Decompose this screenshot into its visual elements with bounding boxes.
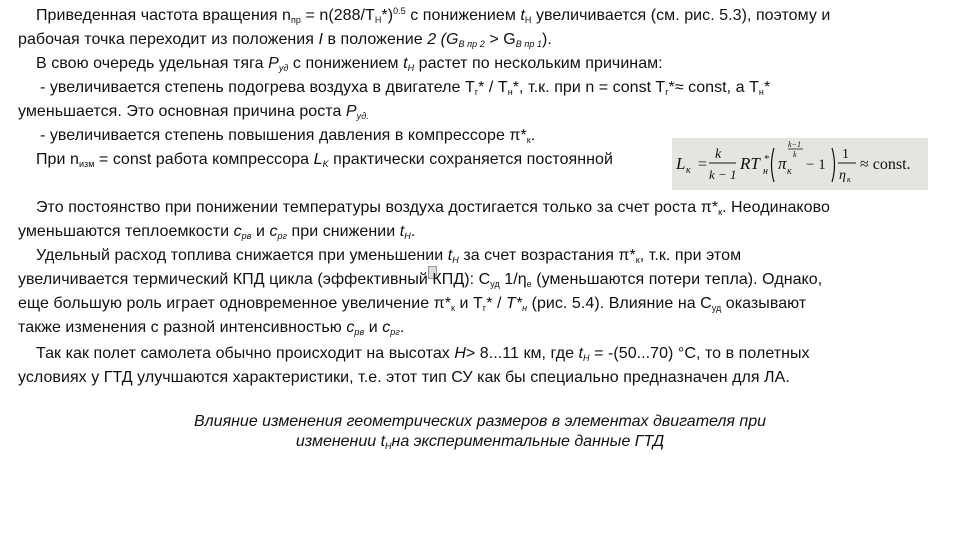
subscript: B пр 2 — [458, 39, 485, 49]
text: также изменения с разной интенсивностью — [18, 319, 347, 336]
caption-text: на экспериментальные данные ГТД — [391, 433, 665, 450]
subscript: н — [507, 87, 513, 97]
text: - увеличивается степень повышения давления в компрессоре π* — [40, 127, 527, 144]
italic-var: c — [269, 223, 278, 240]
formula-lhs-sub: к — [686, 165, 691, 176]
text: > 8...11 км, где — [465, 345, 579, 362]
text: за счет возрастания π* — [458, 247, 636, 264]
italic-var: t — [447, 247, 453, 264]
subscript: г — [482, 303, 487, 313]
text: *, т.к. при n = const T — [512, 79, 666, 96]
text: = -(50...70) °С, то в полетных — [589, 345, 810, 362]
section-caption-line-1 — [0, 412, 960, 432]
formula-eta: η — [839, 168, 846, 183]
text: 1/η — [499, 271, 527, 288]
subscript: H — [452, 255, 459, 265]
subscript: к — [635, 255, 640, 265]
text: * — [763, 79, 771, 96]
subscript: уд. — [356, 111, 369, 121]
text: > G — [484, 31, 516, 48]
para-line-9 — [18, 222, 415, 242]
formula-svg — [672, 138, 928, 190]
subscript: к — [718, 207, 723, 217]
formula-pi-sub: к — [787, 166, 792, 177]
left-paren — [772, 148, 775, 182]
text: . — [410, 223, 416, 240]
formula-k-num: k — [715, 147, 722, 162]
text: При n — [36, 151, 79, 168]
subscript: пр — [291, 15, 301, 25]
text: В свою очередь удельная тяга — [36, 55, 269, 72]
para-line-4 — [40, 78, 770, 98]
text: *) — [381, 7, 394, 24]
text: ). — [542, 31, 552, 48]
italic-var: L — [313, 151, 323, 168]
text: уменьшается. Это основная причина роста — [18, 103, 346, 120]
para-line-6 — [40, 126, 535, 146]
para-line-15 — [18, 368, 790, 388]
subscript: рг — [390, 327, 400, 337]
text: условиях у ГТД улучшаются характеристики, т.е. этот тип СУ как бы специально предназначен для ЛА. — [18, 369, 790, 386]
formula-star: * — [764, 153, 770, 165]
subscript: рв — [241, 231, 252, 241]
para-line-12 — [18, 294, 806, 314]
text: = const работа компрессора — [94, 151, 314, 168]
formula-minus-one: − 1 — [806, 157, 826, 173]
subscript: к — [526, 135, 531, 145]
text: Приведенная частота вращения n — [36, 7, 291, 24]
para-line-2 — [18, 30, 552, 50]
subscript: H — [407, 63, 415, 73]
subscript: г — [665, 87, 669, 97]
right-paren — [832, 148, 835, 182]
italic-var: T* — [505, 295, 523, 312]
italic-var: t — [520, 7, 525, 24]
text: *≈ const, а T — [668, 79, 759, 96]
subscript: H — [524, 15, 532, 25]
formula-one: 1 — [842, 147, 849, 162]
text: и — [364, 319, 383, 336]
subscript: H — [404, 231, 411, 241]
text: с понижением — [288, 55, 404, 72]
text: . — [399, 319, 405, 336]
para-line-5 — [18, 102, 369, 122]
formula-rt-sub: н — [763, 166, 768, 177]
italic-var: t — [403, 55, 408, 72]
subscript: к — [451, 303, 456, 313]
text: , т.к. при этом — [639, 247, 742, 264]
text: (уменьшаются потери тепла). Однако, — [531, 271, 823, 288]
subscript: рв — [354, 327, 365, 337]
text: увеличивается термический КПД цикла (эффективный КПД): C — [18, 271, 491, 288]
italic-var: t — [399, 223, 405, 240]
text: увеличивается (см. рис. 5.3), поэтому и — [531, 7, 831, 24]
text: . Неодинаково — [722, 199, 830, 216]
text: рабочая точка переходит из положения — [18, 31, 319, 48]
italic-var: H — [454, 345, 466, 362]
formula-eq: = — [698, 156, 708, 173]
superscript: 0.5 — [393, 6, 406, 16]
formula-rt: RT — [740, 154, 760, 173]
subscript: B пр 1 — [515, 39, 542, 49]
text: и T — [455, 295, 483, 312]
caption-text: изменении t — [295, 433, 386, 450]
text: практически сохраняется постоянной — [328, 151, 613, 168]
text: еще большую роль играет одновременное увеличение π* — [18, 295, 452, 312]
text: (рис. 5.4). Влияние на C — [527, 295, 712, 312]
section-caption-line-2 — [0, 432, 960, 452]
para-line-13 — [18, 318, 404, 338]
italic-var: c — [382, 319, 391, 336]
subscript: изм — [78, 159, 95, 169]
formula-lhs: L — [676, 154, 686, 173]
formula-k-den: k − 1 — [709, 167, 737, 182]
formula-exp-num: k−1 — [788, 140, 801, 149]
text: Так как полет самолета обычно происходит на высотах — [36, 345, 455, 362]
text: в положение — [323, 31, 428, 48]
text: . — [530, 127, 536, 144]
subscript: рг — [277, 231, 288, 241]
formula-eta-sub: к — [847, 175, 851, 184]
formula-pi: π — [778, 154, 787, 173]
para-line-3 — [36, 54, 663, 74]
formula-approx: ≈ const. — [860, 156, 911, 173]
text: растет по нескольким причинам: — [414, 55, 663, 72]
caption-text: Влияние изменения геометрических размеров в элементах двигателя при — [193, 413, 767, 430]
subscript: уд — [278, 63, 289, 73]
subscript: H — [385, 441, 392, 451]
text: Это постоянство при понижении температуры воздуха достигается только за счет роста π* — [36, 199, 719, 216]
para-line-7 — [36, 150, 613, 170]
text: уменьшаются теплоемкости — [18, 223, 234, 240]
italic-var: I — [318, 31, 323, 48]
text: и — [251, 223, 270, 240]
subscript: уд — [711, 303, 722, 313]
subscript: H — [374, 15, 382, 25]
text: оказывают — [721, 295, 807, 312]
para-line-8 — [36, 198, 830, 218]
italic-var: c — [346, 319, 355, 336]
italic-var: P — [345, 103, 357, 120]
text: при снижении — [287, 223, 400, 240]
subscript: е — [526, 279, 532, 289]
text: с понижением — [405, 7, 521, 24]
italic-var: P — [268, 55, 279, 72]
text: * / T — [478, 79, 508, 96]
italic-var: c — [233, 223, 242, 240]
para-line-1 — [36, 6, 830, 26]
compressor-work-formula — [672, 138, 928, 190]
subscript: н — [522, 303, 528, 313]
subscript: уд — [490, 279, 500, 289]
text: Удельный расход топлива снижается при уменьшении — [36, 247, 448, 264]
italic-var: t — [578, 345, 584, 362]
italic-var: 2 (G — [427, 31, 459, 48]
para-line-14 — [36, 344, 810, 364]
para-line-10 — [36, 246, 741, 266]
formula-exp-den: k — [793, 150, 797, 159]
text: * / — [486, 295, 506, 312]
subscript: K — [322, 159, 329, 169]
subscript: н — [758, 87, 764, 97]
para-line-11 — [18, 270, 822, 290]
text: = n(288/T — [300, 7, 375, 24]
subscript: H — [583, 353, 590, 363]
text: - увеличивается степень подогрева воздуха в двигателе T — [40, 79, 475, 96]
subscript: г — [474, 87, 479, 97]
